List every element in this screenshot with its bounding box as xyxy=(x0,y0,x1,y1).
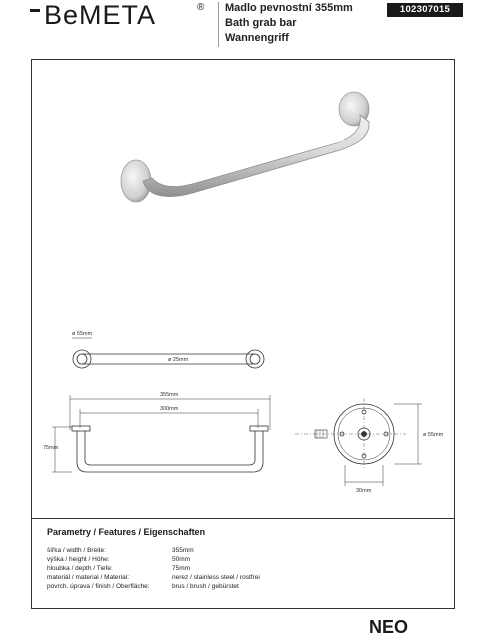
product-code-badge: 102307015 xyxy=(387,3,463,17)
param-label-width: šířka / width / Breite: xyxy=(47,547,106,554)
param-label-depth: hloubka / depth / Tiefe: xyxy=(47,565,113,572)
product-series-name: NEO xyxy=(369,617,409,637)
dim-inner-width-label: 300mm xyxy=(160,406,179,412)
dim-depth-label: 75mm xyxy=(43,445,59,451)
side-view-drawing xyxy=(295,398,422,486)
param-label-height: výška / height / Höhe: xyxy=(47,556,110,563)
product-photo xyxy=(121,92,369,202)
param-value-depth: 75mm xyxy=(172,565,191,572)
param-value-width: 355mm xyxy=(172,547,194,554)
param-value-finish: brus / brush / gebürstet xyxy=(172,583,239,590)
dim-plate-thickness-label: 30mm xyxy=(356,488,372,494)
dim-plate-diameter-label: ø 55mm xyxy=(72,331,93,337)
param-label-finish: povrch. úprava / finish / Oberfläche: xyxy=(47,583,150,590)
dim-side-diameter-label: ø 55mm xyxy=(423,432,444,438)
param-value-material: nerez / stainless steel / rostfrei xyxy=(172,574,260,581)
dim-total-width-label: 355mm xyxy=(160,392,179,398)
registered-mark: ® xyxy=(197,2,205,13)
parameters-heading: Parametry / Features / Eigenschaften xyxy=(47,527,206,537)
top-view-drawing xyxy=(72,338,264,368)
product-title-en: Bath grab bar xyxy=(225,17,297,29)
product-title-cz: Madlo pevnostní 355mm xyxy=(225,2,353,14)
product-title-de: Wannengriff xyxy=(225,32,289,44)
param-label-material: materiál / material / Material: xyxy=(47,574,129,581)
dim-bar-diameter-label: ø 25mm xyxy=(168,357,189,363)
brand-logo: BeMETA xyxy=(44,0,157,30)
param-value-height: 50mm xyxy=(172,556,191,563)
